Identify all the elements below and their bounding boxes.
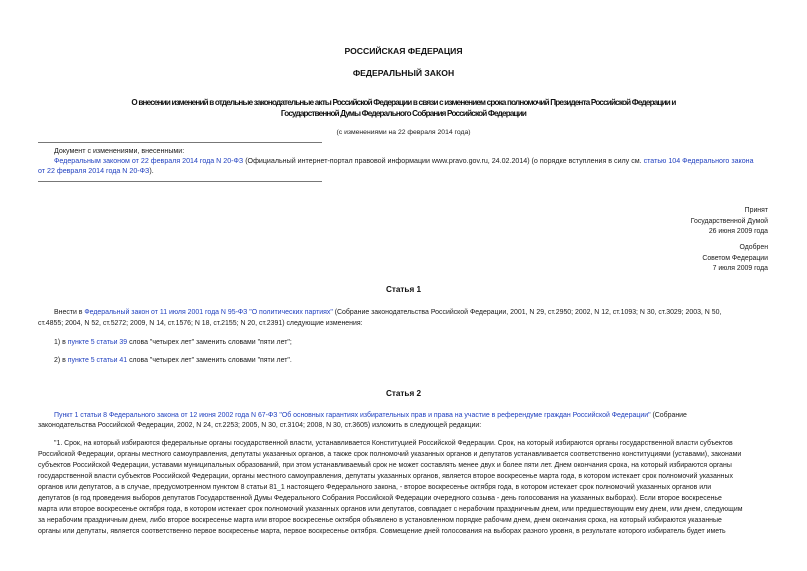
accepted-label: Принят bbox=[744, 207, 768, 214]
top-divider bbox=[38, 142, 322, 143]
article-2-heading: Статья 2 bbox=[385, 389, 422, 398]
article-1-item-1 bbox=[54, 337, 292, 348]
bottom-divider bbox=[38, 181, 322, 182]
doc-type-heading: ФЕДЕРАЛЬНЫЙ ЗАКОН bbox=[352, 68, 455, 78]
adoption-council bbox=[560, 243, 768, 275]
clause-5-article-39-link[interactable]: пункте 5 статьи 39 bbox=[67, 339, 128, 346]
accepted-date: 26 июня 2009 года bbox=[708, 228, 768, 236]
changes-text2: ). bbox=[149, 167, 154, 175]
article-1-item-2 bbox=[54, 355, 292, 366]
amending-law-date-link[interactable]: от 22 февраля 2014 года N 20-ФЗ bbox=[38, 167, 150, 175]
quote-line-4: государственной власти субъектов Российской Федерации, органы местного самоуправления, депутаты указанных органов, является второе воскресенье марта года, в котором истекает срок полномочий указанных bbox=[38, 473, 733, 480]
article-1-text-a: Внести в bbox=[54, 309, 85, 316]
approved-body: Советом Федерации bbox=[702, 254, 768, 262]
article-1-heading: Статья 1 bbox=[385, 285, 422, 294]
document-title-line1: О внесении изменений в отдельные законодательные акты Российской Федерации в связи с изменением срока полномочий Президента Российской Федерации и bbox=[131, 98, 676, 107]
article-2-para-line2: законодательства Российской Федерации, 2002, N 24, ст.2253; 2005, N 30, ст.3104; 2008, N 30, ст.3605) изложить в следующей редакции: bbox=[38, 422, 482, 429]
clause-5-article-41-link[interactable]: пункте 5 статьи 41 bbox=[67, 357, 128, 364]
article-2-text-b: (Собрание bbox=[650, 412, 687, 419]
quote-line-8: за нерабочим праздничным днем, либо второе воскресенье марта или второе воскресенье октября объявлено в установленном порядке рабочим днем, днем окончания срока, на который избираются указанные bbox=[38, 517, 722, 524]
changes-label: Документ с изменениями, внесенными: bbox=[54, 147, 185, 155]
quote-line-6: депутатов (в год проведения выборов депутатов Государственной Думы Федерального Собрания Российской Федерации очередного созыва - день голосования на указанных выборах). Если второе воскресенье bbox=[38, 495, 722, 502]
adoption-duma bbox=[560, 206, 768, 238]
quote-line-9: органы или депутаты, является соответственно первое воскресенье марта, первое воскресенье октября. Совмещение дней голосования на выборах разного уровня, в результате которого избиратель будет иметь bbox=[38, 528, 726, 535]
item-1-text: слова "четырех лет" заменить словами "пяти лет"; bbox=[127, 339, 292, 346]
amending-law-link[interactable]: Федеральным законом от 22 февраля 2014 года N 20-ФЗ bbox=[54, 157, 244, 165]
article-1-para-line2: ст.4855; 2004, N 52, ст.5272; 2009, N 14, ст.1576; N 18, ст.2155; N 20, ст.2391) следующие изменения: bbox=[38, 320, 363, 327]
quote-line-5: органов или депутатов, а в случае, предусмотренном пунктом 8 статьи 81_1 настоящего Федерального закона, - второе воскресенье октября года, в котором истекает срок полномочий указанных органов или bbox=[38, 484, 712, 491]
changes-line2 bbox=[38, 166, 154, 176]
accepted-body: Государственной Думой bbox=[690, 217, 768, 225]
document-title-line2: Государственной Думы Федерального Собрания Российской Федерации bbox=[280, 109, 527, 118]
article-1-para-line1 bbox=[38, 307, 769, 318]
edition-note: (с изменениями на 22 февраля 2014 года) bbox=[336, 129, 471, 136]
quote-line-3: субъектов Российской Федерации, уставами муниципальных образований, при этом устанавливаемый срок не может составлять менее двух и более пяти лет. Днем окончания срока, на который избираются органы bbox=[38, 462, 732, 469]
changes-text1: (Официальный интернет-портал правовой информации www.pravo.gov.ru, 24.02.2014) (о порядке вступления в силу см. bbox=[243, 157, 644, 165]
article-104-link[interactable]: статью 104 Федерального закона bbox=[643, 157, 754, 165]
political-parties-law-link[interactable]: Федеральный закон от 11 июля 2001 года N 95-ФЗ "О политических партиях" bbox=[84, 309, 333, 316]
quote-line-2: Российской Федерации, органы местного самоуправления, депутаты указанных органов, а также срок полномочий указанных органов и депутатов устанавливается соответственно конституциями (уставами), законами bbox=[38, 451, 742, 458]
electoral-rights-law-link[interactable]: Пункт 1 статьи 8 Федерального закона от 12 июня 2002 года N 67-ФЗ "Об основных гарантиях избирательных прав и права на участие в референдуме граждан Российской Федерации" bbox=[54, 412, 651, 419]
quote-line-1: "1. Срок, на который избираются федеральные органы государственной власти, устанавливается Конституцией Российской Федерации. Срок, на который избираются органы государственной власти субъектов bbox=[54, 440, 733, 447]
item-2-text: слова "четырех лет" заменить словами "пяти лет". bbox=[127, 357, 292, 364]
country-heading: РОССИЙСКАЯ ФЕДЕРАЦИЯ bbox=[344, 46, 463, 56]
quote-line-7: марта или второе воскресенье октября года, в котором истекает срок полномочий указанных органов или депутатов, совпадает с нерабочим праздничным днем, или предшествующим ему днем, или днем, следующим bbox=[38, 506, 743, 513]
approved-date: 7 июля 2009 года bbox=[712, 265, 768, 273]
item-1-prefix: 1) в bbox=[54, 339, 68, 346]
approved-label: Одобрен bbox=[739, 244, 768, 251]
article-1-text-b: (Собрание законодательства Российской Федерации, 2001, N 29, ст.2950; 2002, N 12, ст.1093; N 30, ст.3029; 2003, N 50, bbox=[332, 309, 722, 316]
item-2-prefix: 2) в bbox=[54, 357, 68, 364]
changes-line1 bbox=[54, 156, 769, 166]
